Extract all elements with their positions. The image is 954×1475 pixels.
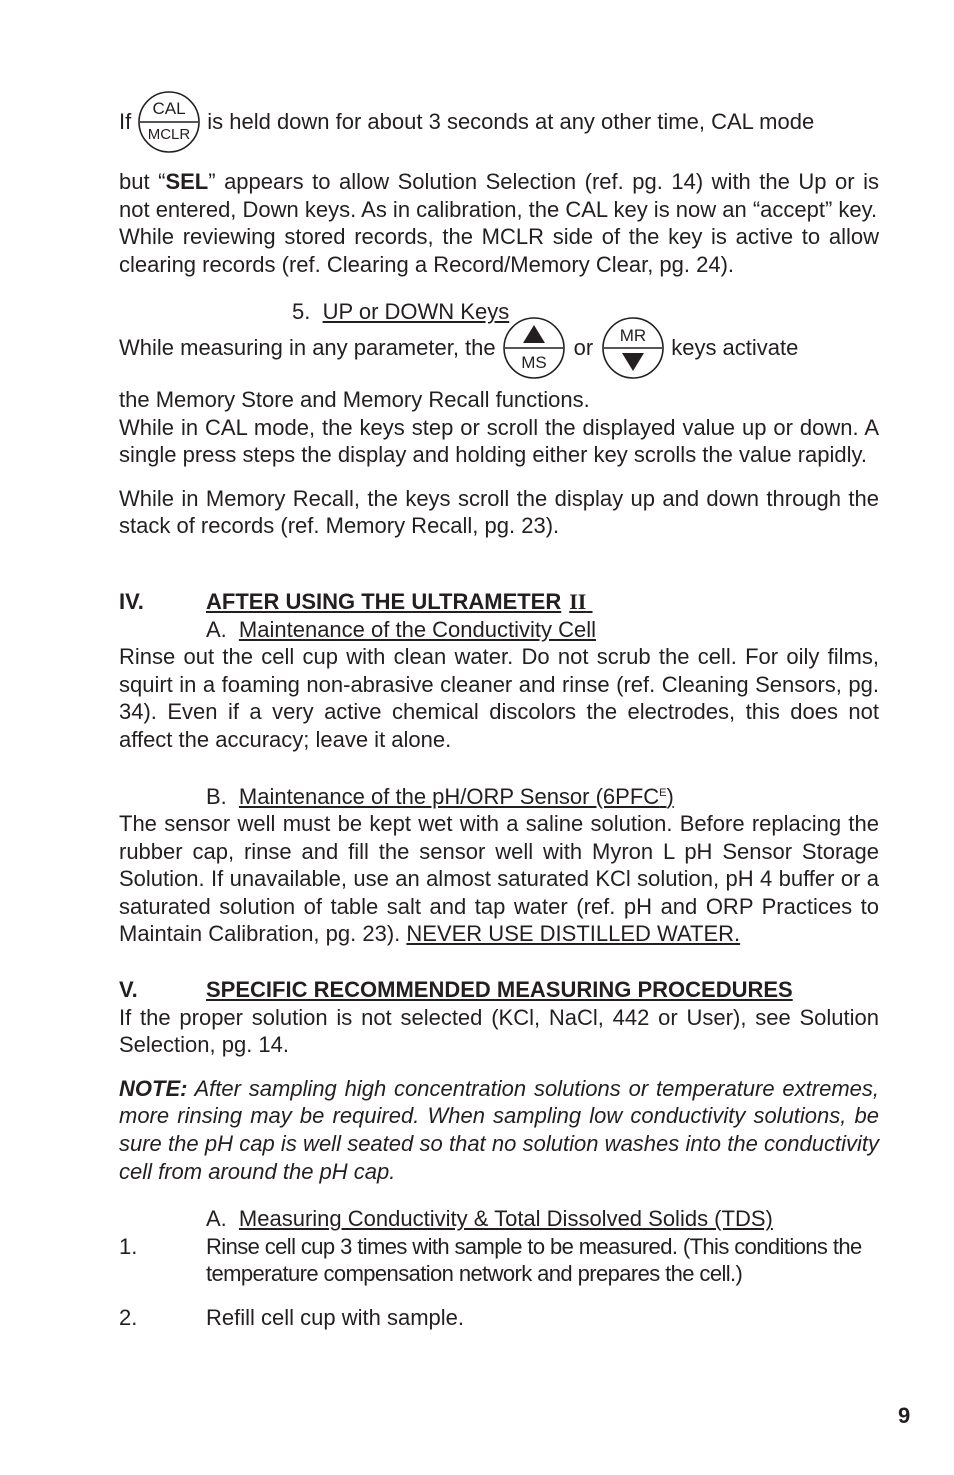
heading-up-down-keys: 5. UP or DOWN Keys <box>292 299 510 325</box>
subheading-measuring-conductivity: A. Measuring Conductivity & Total Dissolved Solids (TDS) <box>206 1206 773 1232</box>
or-text: or <box>573 335 594 361</box>
measuring-text: While measuring in any parameter, the <box>119 335 496 361</box>
cal-mclr-key-icon <box>137 90 201 154</box>
page-number: 9 <box>898 1403 911 1428</box>
cal-key-bottom-label: MCLR <box>147 126 191 143</box>
text-if: If <box>119 109 132 135</box>
cal-mode-paragraph: While in CAL mode, the keys step or scroll the displayed value up or down. A single press steps the display and holding either key scrolls the value rapidly. <box>119 414 879 468</box>
never-use-distilled-warning: NEVER USE DISTILLED WATER. <box>406 921 741 947</box>
cell-cleaning-paragraph: Rinse out the cell cup with clean water. Do not scrub the cell. For oily films, squirt in a foaming non-abrasive cleaner and rinse (ref. Cleaning Sensors, pg. 34). Even if a very active chemical discolors the electrodes, this does not affect the accuracy; leave it alone. <box>119 644 879 752</box>
cal-held-text: is held down for about 3 seconds at any other time, CAL mode <box>207 109 815 135</box>
memory-recall-paragraph: While in Memory Recall, the keys scroll the display up and down through the stack of records (ref. Memory Recall, pg. 23). <box>119 485 879 539</box>
section-iv-heading: IV. AFTER USING THE ULTRAMETER II <box>119 588 587 614</box>
note-label: NOTE: <box>119 1075 188 1101</box>
subheading-conductivity-cell: A. Maintenance of the Conductivity Cell <box>206 616 597 642</box>
roman-two: II <box>569 588 587 614</box>
manual-page <box>119 92 879 1332</box>
solution-selection-paragraph: If the proper solution is not selected (KCl, NaCl, 442 or User), see Solution Selection, pg. 14. <box>119 1004 879 1058</box>
step-item: 1. Rinse cell cup 3 times with sample to be measured. (This conditions the temperature compensation network and prepares the cell.) <box>119 1233 862 1287</box>
sel-bold: SEL <box>165 169 209 194</box>
cal-key-line <box>119 90 879 154</box>
sensor-storage-paragraph: The sensor well must be kept wet with a saline solution. Before replacing the rubber cap, rinse and fill the sensor well with Myron L pH Sensor Storage Solution. If unavailable, use an almost saturated KCl solution, pH 4 buffer or a saturated solution of table salt and tap water (ref. pH and ORP Practices to Maintain Calibration, pg. 23). NEVER USE DISTILLED WATER. <box>119 811 879 947</box>
keys-activate-text: keys activate <box>671 335 799 361</box>
memory-functions-text: the Memory Store and Memory Recall functions. <box>119 386 590 412</box>
subheading-ph-orp-sensor: B. Maintenance of the pH/ORP Sensor $(6PFC^E)$ <box>206 783 674 809</box>
sel-paragraph: but “SEL” appears to allow Solution Selection (ref. pg. 14) with the Up or is not entered, Down keys. As in calibration, the CAL key is now an “accept” key. <box>119 169 880 222</box>
section-v-heading: V. SPECIFIC RECOMMENDED MEASURING PROCEDURES <box>119 977 793 1003</box>
cal-key-top-label: CAL <box>152 99 186 118</box>
up-ms-key-icon <box>502 316 566 380</box>
up-key-bottom-label: MS <box>520 352 547 372</box>
down-key-top-label: MR <box>619 325 647 345</box>
step-item: 2. Refill cell cup with sample. <box>119 1305 464 1330</box>
mclr-paragraph: While reviewing stored records, the MCLR side of the key is active to allow clearing records (ref. Clearing a Record/Memory Clear, pg. 24). <box>119 224 879 277</box>
note-paragraph: NOTE: After sampling high concentration solutions or temperature extremes, more rinsing may be required. When sampling low conductivity solutions, be sure the pH cap is well seated so that no solution washes into the conductivity cell from around the pH cap. <box>119 1075 880 1184</box>
down-mr-key-icon <box>601 316 665 380</box>
